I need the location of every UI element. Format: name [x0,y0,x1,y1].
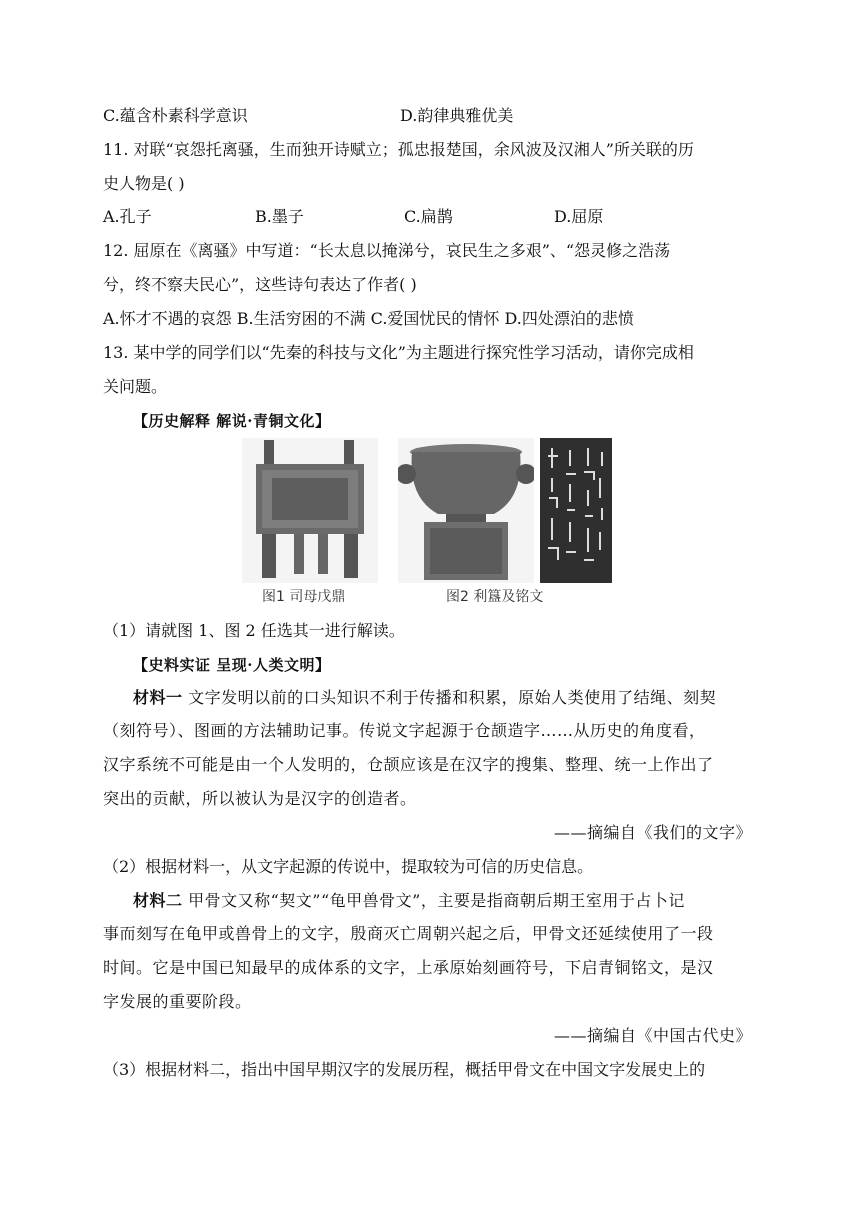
material1-source: ——摘编自《我们的文字》 [553,823,752,842]
q13-stem-line2: 关问题。 [103,377,168,396]
material2-label: 材料二 [133,891,183,910]
q13-sub3: （3）根据材料二，指出中国早期汉字的发展历程，概括甲骨文在中国文字发展史上的 [103,1060,706,1079]
q13-sub1: （1）请就图 1、图 2 任选其一进行解读。 [103,621,405,640]
section-title-civilization: 【史料实证 呈现·人类文明】 [133,656,331,674]
material1-label: 材料一 [133,688,183,707]
section-title-bronze-culture: 【历史解释 解说·青铜文化】 [133,412,331,430]
q11-option-d: D.屈原 [554,207,604,226]
q10-option-d: D.韵律典雅优美 [400,106,514,125]
q13-stem-line1: 13. 某中学的同学们以“先秦的科技与文化”为主题进行探究性学习活动，请你完成相 [103,343,694,362]
material2-line2: 事而刻写在龟甲或兽骨上的文字，殷商灭亡周朝兴起之后，甲骨文还延续使用了一段 [103,924,714,943]
q11-option-a: A.孔子 [103,207,152,226]
material1-text-line1: 文字发明以前的口头知识不利于传播和积累，原始人类使用了结绳、刻契 [182,688,717,707]
material1-line1 [133,687,716,709]
material1-line2: （刻符号）、图画的方法辅助记事。传说文字起源于仓颉造字……从历史的角度看， [103,721,706,740]
li-gui-image [398,438,534,583]
material1-line3: 汉字系统不可能是由一个人发明的，仓颉应该是在汉字的搜集、整理、统一上作出了 [103,755,714,774]
inscription-rubbing-image [540,438,612,583]
q11-stem-line2: 史人物是( ) [103,174,185,193]
material2-source: ——摘编自《中国古代史》 [553,1026,752,1045]
material2-line4: 字发展的重要阶段。 [103,992,252,1011]
material2-line3: 时间。它是中国已知最早的成体系的文字，上承原始刻画符号，下启青铜铭文，是汉 [103,958,714,977]
fig2-caption: 图2 利簋及铭文 [446,589,544,605]
material1-line4: 突出的贡献，所以被认为是汉字的创造者。 [103,789,417,808]
q11-option-c: C.扁鹊 [404,207,453,226]
material2-line1 [133,890,685,912]
q11-option-b: B.墨子 [255,207,304,226]
q13-sub2: （2）根据材料一，从文字起源的传说中，提取较为可信的历史信息。 [103,857,594,876]
q12-stem-line1: 12. 屈原在《离骚》中写道：“长太息以掩涕兮，哀民生之多艰”、“怨灵修之浩荡 [103,241,671,260]
q12-options: A.怀才不遇的哀怨 B.生活穷困的不满 C.爱国忧民的情怀 D.四处漂泊的悲愤 [103,309,634,328]
material2-text-line1: 甲骨文又称“契文”“龟甲兽骨文”，主要是指商朝后期王室用于占卜记 [182,891,685,910]
q10-option-c: C.蕴含朴素科学意识 [103,106,248,125]
q12-stem-line2: 兮，终不察夫民心”，这些诗句表达了作者( ) [103,275,417,294]
fig1-caption: 图1 司母戊鼎 [262,589,346,605]
bronze-figures [240,436,616,606]
simuwu-ding-image [242,438,378,583]
q11-stem-line1: 11. 对联“哀怨托离骚，生而独开诗赋立；孤忠报楚国，余风波及汉湘人”所关联的历 [103,140,694,159]
